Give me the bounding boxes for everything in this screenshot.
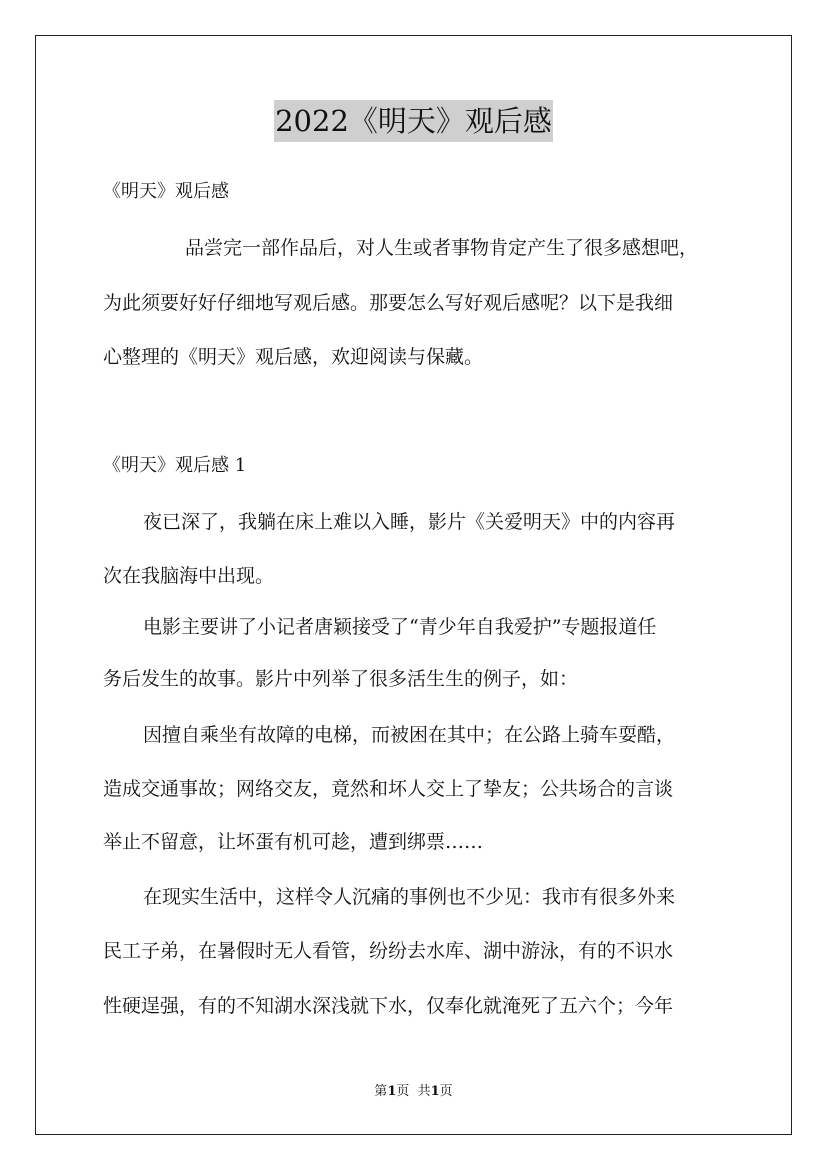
intro-line: 为此须要好好仔细地写观后感。那要怎么写好观后感呢？以下是我细 <box>103 292 674 314</box>
footer-prefix: 第 <box>374 1084 388 1099</box>
footer-mid: 页 共 <box>396 1084 431 1099</box>
body-line: 电影主要讲了小记者唐颖接受了“青少年自我爱护”专题报道任 <box>143 616 657 638</box>
section-heading: 《明天》观后感 1 <box>103 455 247 476</box>
body-line: 因擅自乘坐有故障的电梯，而被困在其中；在公路上骑车耍酷， <box>143 724 676 746</box>
intro-line: 心整理的《明天》观后感，欢迎阅读与保藏。 <box>103 346 484 368</box>
intro-line: 品尝完一部作品后，对人生或者事物肯定产生了很多感想吧， <box>185 237 699 259</box>
title-container <box>0 100 827 142</box>
body-line: 在现实生活中，这样令人沉痛的事例也不少见：我市有很多外来 <box>143 886 676 908</box>
footer-suffix: 页 <box>439 1084 453 1099</box>
body-line: 造成交通事故；网络交友，竟然和坏人交上了挚友；公共场合的言谈 <box>103 778 674 800</box>
body-line: 务后发生的故事。影片中列举了很多活生生的例子，如： <box>103 668 579 690</box>
page-footer <box>0 1083 827 1101</box>
body-line: 性硬逞强，有的不知湖水深浅就下水，仅奉化就淹死了五六个；今年 <box>103 995 674 1017</box>
body-line: 夜已深了，我躺在床上难以入睡，影片《关爱明天》中的内容再 <box>143 511 676 533</box>
body-line: 民工子弟，在暑假时无人看管，纷纷去水库、湖中游泳，有的不识水 <box>103 940 674 962</box>
total-page-number: 1 <box>430 1084 440 1099</box>
body-line: 举止不留意，让坏蛋有机可趁，遭到绑票…… <box>103 831 484 853</box>
subtitle: 《明天》观后感 <box>103 181 229 202</box>
document-title: 2022《明天》观后感 <box>274 100 553 142</box>
body-line: 次在我脑海中出现。 <box>103 565 275 587</box>
current-page-number: 1 <box>387 1084 397 1099</box>
